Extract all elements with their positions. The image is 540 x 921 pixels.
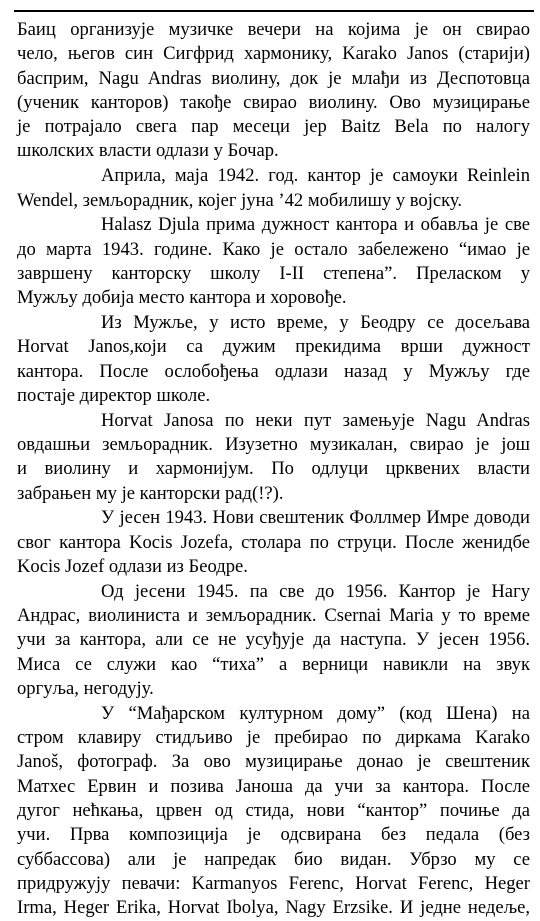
text-line: Janoš, фотограф. За ово музицирање донао је свештеник <box>17 751 530 773</box>
text-line: Horvat Janosa по неки пут замењује Nagu Andras <box>101 409 530 431</box>
text-line: Horvat Janos,који са дужим прекидима врши дужност <box>17 336 530 358</box>
text-line: стром клавиру стидљиво је пребирао по диркама Karako <box>17 727 530 749</box>
text-line: Матхес Ервин и позива Јаноша да учи за кантора. После <box>17 775 530 797</box>
text-line: оргуља, негодују. <box>17 678 154 700</box>
text-line: придружују певачи: Karmanyos Ferenc, Horvat Ferenc, Heger <box>17 872 530 894</box>
text-line: чело, његов син Сигфрид хармонику, Karako Janos (старији) <box>17 43 530 65</box>
text-line: и виолину и хармонијум. По одлуци црквених власти <box>17 458 530 480</box>
text-line: суббассова) али је напредак био видан. Убрзо му се <box>17 848 530 870</box>
paragraph <box>17 702 530 921</box>
text-line: кантора. После ослобођења одлази назад у Мужљу где <box>17 360 530 382</box>
text-line: учи за кантора, али се не усуђује да наступа. У јесен 1956. <box>17 629 530 651</box>
paragraph <box>17 213 530 310</box>
text-line: Wendel, земљорадник, којег јуна ’42 мобилишу у војску. <box>17 189 463 211</box>
text-line: Андрас, виолиниста и земљорадник. Csernai Maria у то време <box>17 605 530 627</box>
paragraph <box>17 580 530 701</box>
text-line: је потрајало свега пар месеци јер Baitz Bela по налогу <box>17 116 530 138</box>
text-line: Из Мужље, у исто време, у Беодру се досељава <box>101 312 530 334</box>
body-text <box>17 18 530 921</box>
paragraph <box>17 311 530 408</box>
paragraph <box>17 409 530 506</box>
paragraph <box>17 506 530 579</box>
text-line: овдашњи земљорадник. Изузетно музикалан, свирао је још <box>17 434 530 456</box>
text-line: учи. Прва композиција је одсвирана без педала (без <box>17 824 530 846</box>
text-line: У јесен 1943. Нови свештеник Фоллмер Имре доводи <box>101 507 530 529</box>
text-line: школских власти одлази у Бочар. <box>17 140 279 162</box>
text-line: У “Мађарском културном дому” (код Шена) на <box>101 702 530 724</box>
text-line: Kocis Jozef одлази из Беодре. <box>17 556 248 578</box>
text-line: постаје директор школе. <box>17 384 211 406</box>
text-line: Halasz Djula прима дужност кантора и обавља је све <box>101 214 530 236</box>
text-line: дугог нећкања, црвен од стида, нови “кантор” почиње да <box>17 800 530 821</box>
paragraph <box>17 18 530 164</box>
text-line: (ученик канторов) такође свирао виолину. Ово музицирање <box>17 91 530 113</box>
text-line: Мужљу добија место кантора и хоровођe. <box>17 287 347 309</box>
text-line: басприм, Nagu Andras виолину, док је млађи из Деспотовца <box>17 67 530 89</box>
text-line: Априла, маја 1942. год. кантор је самоуки Reinlein <box>101 165 530 187</box>
top-rule <box>14 10 534 12</box>
text-line: завршену канторску школу I-II степена”. Преласком у <box>17 262 530 284</box>
text-line: до марта 1943. године. Како је остало забележено “имао је <box>17 238 530 260</box>
paragraph <box>17 164 530 213</box>
text-line: Баиц организује музичке вечери на којима је он свирао <box>17 19 530 40</box>
text-line: Миса се служи као “тиха” а верници навикли на звук <box>17 653 530 675</box>
text-line: Од јесени 1945. па све до 1956. Кантор је Нагу <box>101 580 530 602</box>
text-line: Irma, Heger Erika, Horvat Ibolya, Nagy Erzsike. И једне недеље, <box>17 897 530 919</box>
text-line: забрањен му је канторски рад(!?). <box>17 482 284 504</box>
text-line: свог кантора Kocis Jozefa, столара по струци. После женидбе <box>17 531 530 553</box>
